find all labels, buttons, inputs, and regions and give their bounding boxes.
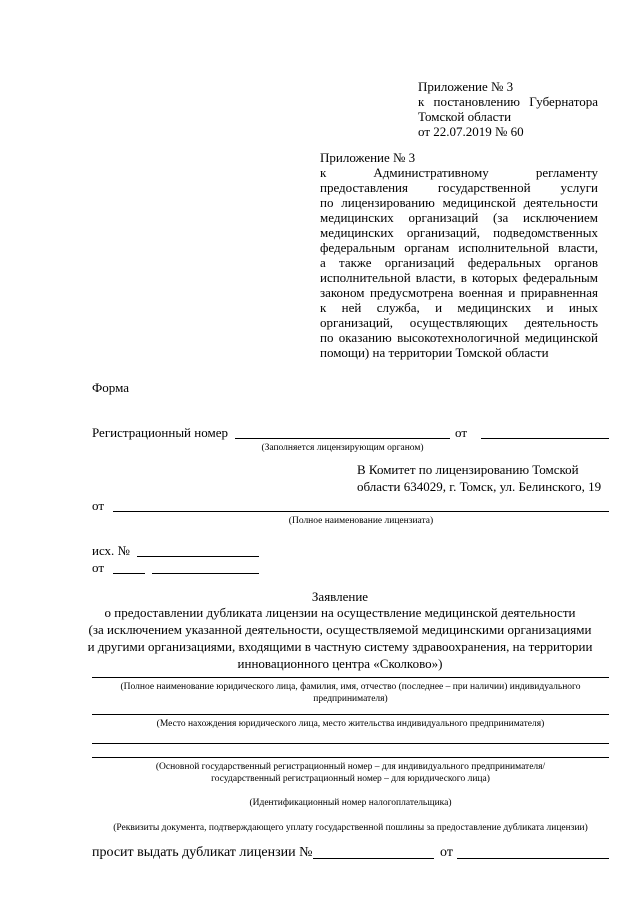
regulation-line: по оказанию высокотехнологичной медицинской — [320, 330, 598, 345]
request-from-label: от — [440, 845, 453, 860]
recipient-line: области 634029, г. Томск, ул. Белинского, 19 — [357, 479, 602, 494]
location-caption: (Место нахождения юридического лица, место жительства индивидуального предпринимателя) — [156, 719, 545, 729]
registration-caption: (Заполняется лицензирующим органом) — [261, 443, 424, 453]
regulation-line: медицинских организаций, подведомственных — [320, 225, 598, 240]
registration-from-label: от — [455, 425, 468, 440]
statement-body — [60, 605, 620, 671]
statement-title: Заявление — [311, 589, 369, 604]
recipient-block — [357, 462, 607, 494]
statement-line: о предоставлении дубликата лицензии на осуществление медицинской деятельности — [104, 605, 576, 620]
header-line: Томской области — [418, 109, 512, 124]
regulation-line: медицинских организаций (за исключением — [320, 210, 598, 225]
extra-line-field[interactable] — [92, 743, 609, 744]
outgoing-number-label: исх. № — [92, 543, 130, 558]
regulation-line: к Административному регламенту — [320, 165, 598, 180]
license-date-field[interactable] — [457, 858, 609, 859]
regulation-line: федеральным органам исполнительной власти, — [320, 240, 598, 255]
ogrn-field[interactable] — [92, 757, 609, 758]
licensee-from-label: от — [92, 498, 105, 513]
header-line: от 22.07.2019 № 60 — [418, 124, 524, 139]
regulation-line: по лицензированию медицинской деятельности — [320, 195, 598, 210]
licensee-caption: (Полное наименование лицензиата) — [288, 516, 434, 526]
license-number-field[interactable] — [313, 858, 434, 859]
regulation-line: помощи) на территории Томской области — [320, 345, 549, 360]
ogrn-caption-2: государственный регистрационный номер – для юридического лица) — [211, 774, 490, 784]
ogrn-caption-1: (Основной государственный регистрационный номер – для индивидуального предпринимателя/ — [155, 762, 546, 772]
regulation-line: исполнительной власти, в которых федеральным — [320, 270, 598, 285]
registration-date-field[interactable] — [481, 438, 609, 439]
outgoing-date-field[interactable] — [152, 573, 259, 574]
regulation-line: к ней служба, и медицинских и иных — [320, 300, 598, 315]
header-line: Приложение № 3 — [418, 79, 514, 94]
applicant-name-caption-2: предпринимателя) — [313, 694, 388, 704]
regulation-line: организаций, осуществляющих деятельность — [320, 315, 598, 330]
outgoing-from-label: от — [92, 560, 105, 575]
statement-line: инновационного центра «Сколково») — [237, 656, 443, 671]
form-label: Форма — [92, 380, 129, 395]
payment-caption: (Реквизиты документа, подтверждающего уплату государственной пошлины за предоставление дубликата лицензии) — [113, 823, 588, 833]
location-field[interactable] — [92, 714, 609, 715]
recipient-line: В Комитет по лицензированию Томской — [357, 462, 579, 477]
outgoing-number-field[interactable] — [137, 556, 259, 557]
statement-line: (за исключением указанной деятельности, осуществляемой медицинскими организациями — [88, 622, 592, 637]
outgoing-day-field[interactable] — [113, 573, 145, 574]
header-block — [418, 79, 598, 139]
registration-number-field[interactable] — [235, 438, 450, 439]
statement-line: и другими организациями, входящими в частную систему здравоохранения, на территории — [87, 639, 593, 654]
regulation-line: законом предусмотрена военная и приравненная — [320, 285, 598, 300]
applicant-name-field[interactable] — [92, 677, 609, 678]
licensee-name-field[interactable] — [113, 511, 609, 512]
regulation-line: а также организаций федеральных органов — [320, 255, 598, 270]
header-line: к постановлению Губернатора — [418, 94, 598, 109]
regulation-line: Приложение № 3 — [320, 150, 416, 165]
applicant-name-caption-1: (Полное наименование юридического лица, фамилия, имя, отчество (последнее – при наличии) индивидуального — [120, 682, 581, 692]
registration-label: Регистрационный номер — [92, 425, 228, 440]
request-label: просит выдать дубликат лицензии № — [92, 845, 313, 860]
regulation-line: предоставления государственной услуги — [320, 180, 598, 195]
regulation-appendix-block — [320, 150, 598, 360]
inn-caption: (Идентификационный номер налогоплательщика) — [249, 798, 452, 808]
